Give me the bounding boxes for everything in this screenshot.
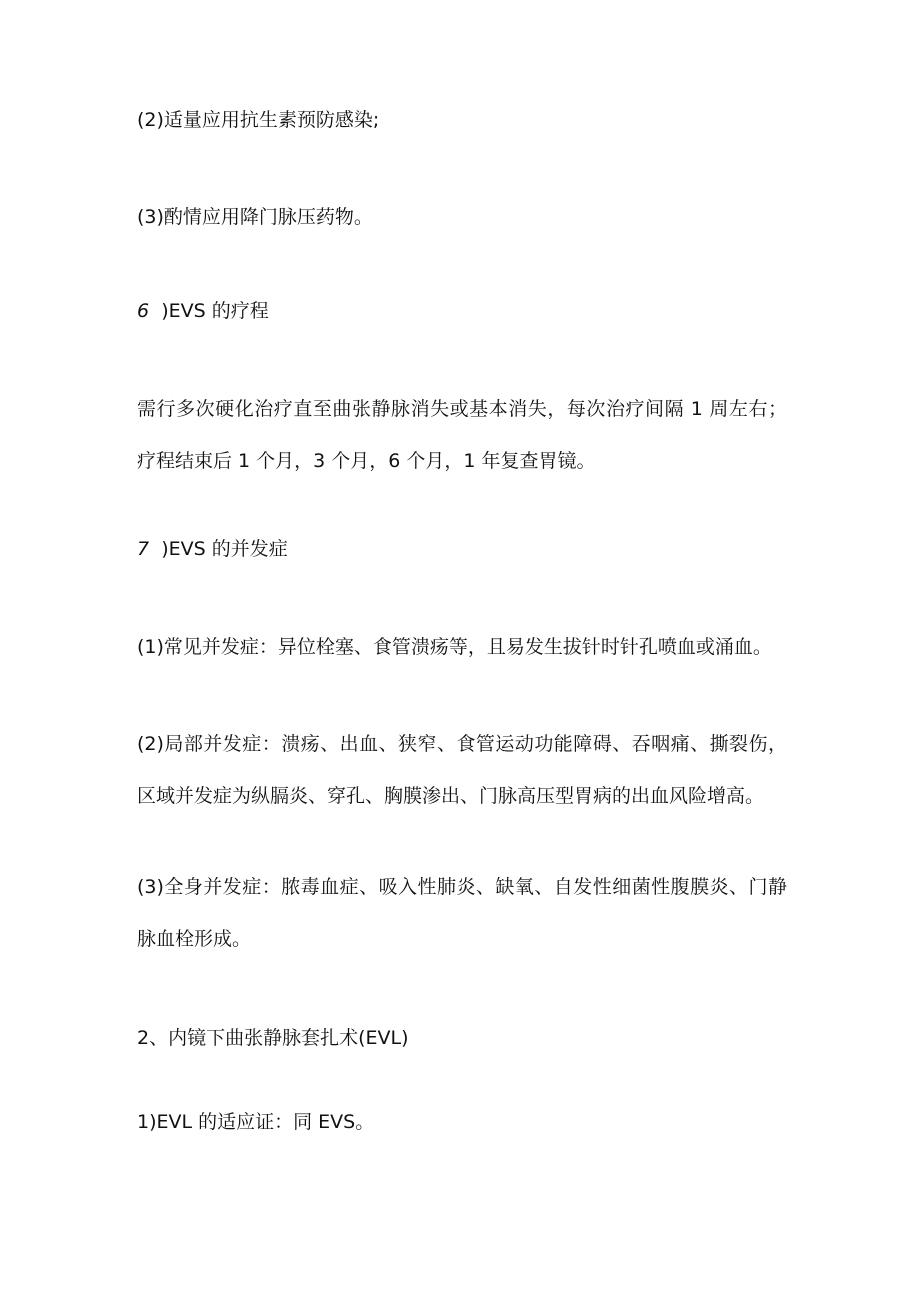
evs-complications-heading [137,537,288,561]
systemic-complications-item: (3)全身并发症：脓毒血症、吸入性肺炎、缺氧、自发性细菌性腹膜炎、门静脉血栓形成。 [137,876,787,950]
portal-pressure-item: (3)酌情应用降门脉压药物。 [137,206,373,228]
heading-text: )EVS 的疗程 [161,300,269,322]
antibiotics-item: (2)适量应用抗生素预防感染; [137,109,380,131]
evl-indication-item: 1)EVL 的适应证：同 EVS。 [137,1111,375,1133]
evs-course-paragraph: 需行多次硬化治疗直至曲张静脉消失或基本消失，每次治疗间隔 1 周左右；疗程结束后 1 个月，3 个月，6 个月，1 年复查胃镜。 [137,398,787,472]
heading-text: )EVS 的并发症 [161,538,288,560]
heading-number: 6 [137,300,150,322]
local-complications-item: (2)局部并发症：溃疡、出血、狭窄、食管运动功能障碍、吞咽痛、撕裂伤，区域并发症为纵膈炎、穿孔、胸膜渗出、门脉高压型胃病的出血风险增高。 [137,733,787,807]
common-complications-item: (1)常见并发症：异位栓塞、食管溃疡等，且易发生拔针时针孔喷血或涌血。 [137,636,772,658]
section-evl-title: 2、内镜下曲张静脉套扎术(EVL) [137,1027,409,1049]
evs-course-heading [137,299,269,323]
heading-number: 7 [137,538,150,560]
